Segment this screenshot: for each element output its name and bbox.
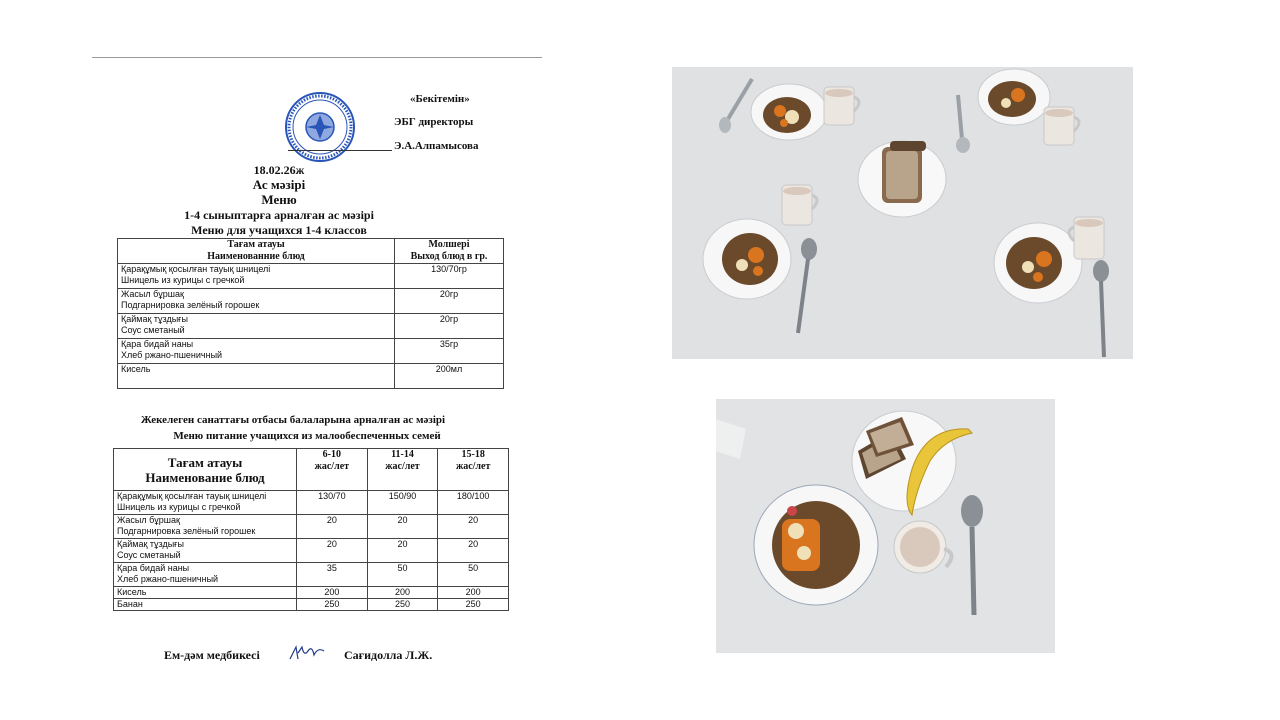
qty-cell: 20 [297, 515, 368, 539]
qty-cell: 250 [438, 599, 509, 611]
table-row [118, 314, 504, 339]
subtitle-ru: Меню для учащихся 1-4 классов [191, 223, 367, 237]
dish-name-kz: Қарақұмық қосылған тауық шницелі [117, 491, 267, 501]
age-range: 11-14 [391, 449, 414, 460]
qty-cell: 20 [438, 539, 509, 563]
table-row [118, 264, 504, 289]
header-label: Тағам атауы [167, 454, 243, 470]
footer-name: Сағидолла Л.Ж. [344, 648, 433, 662]
qty-cell: 20 [367, 539, 438, 563]
qty-cell: 35гр [395, 339, 504, 364]
qty-cell: 50 [438, 563, 509, 587]
footer-role: Ем-дәм медбикесі [164, 648, 260, 662]
menu-document [92, 57, 542, 696]
dish-name-kz: Қаймақ тұздығы [117, 539, 184, 549]
qty-cell: 180/100 [438, 491, 509, 515]
menu-table-low-income [113, 448, 509, 611]
dish-cell [114, 515, 297, 539]
dish-name-kz: Банан [117, 599, 143, 609]
table-row [118, 364, 504, 389]
dish-cell [114, 539, 297, 563]
bread-plate [858, 141, 946, 217]
dish-name-ru: Подгарнировка зелёный горошек [117, 526, 256, 536]
age-unit: жас/лет [385, 461, 420, 472]
mug [1069, 217, 1104, 259]
age-unit: жас/лет [455, 461, 491, 472]
dish-cell [118, 289, 395, 314]
header-dish-name [114, 449, 297, 491]
dish-cell [114, 563, 297, 587]
header-age-group [438, 449, 509, 491]
qty-cell: 20гр [395, 314, 504, 339]
qty-cell: 20 [367, 515, 438, 539]
title-kz: Ас мәзірі [252, 177, 306, 192]
table-row [114, 515, 509, 539]
dish-name-kz: Қарақұмық қосылған тауық шницелі [121, 264, 271, 274]
section2-title-kz: Жекелеген санаттағы отбасы балаларына арналған ас мәзірі [140, 414, 446, 426]
qty-cell: 150/90 [367, 491, 438, 515]
qty-cell: 250 [367, 599, 438, 611]
qty-cell: 50 [367, 563, 438, 587]
dish-name-ru: Хлеб ржано-пшеничный [117, 574, 219, 584]
qty-cell: 20 [438, 515, 509, 539]
bowl [703, 219, 791, 299]
table-row [114, 587, 509, 599]
meal-photo-plate-illustration [716, 399, 1055, 653]
header-label: Выход блюд в гр. [410, 251, 488, 262]
section2-title-ru: Меню питание учащихся из малообеспеченных семей [173, 430, 441, 442]
table-row [114, 563, 509, 587]
dish-cell [114, 587, 297, 599]
signature-line [288, 150, 392, 151]
header-label: Молшері [428, 239, 470, 250]
approval-position: ЭБГ директоры [394, 116, 474, 128]
dish-cell [114, 491, 297, 515]
header-quantity [395, 239, 504, 264]
mug [824, 87, 859, 125]
qty-cell: 20гр [395, 289, 504, 314]
dish-name-ru: Шницель из курицы с гречкой [117, 502, 241, 512]
meal-photo-table-illustration [672, 67, 1133, 359]
dish-name-ru: Хлеб ржано-пшеничный [121, 350, 223, 360]
qty-cell: 20 [297, 539, 368, 563]
qty-cell: 130/70гр [395, 264, 504, 289]
mug [1044, 107, 1079, 145]
document-date: 18.02.26ж [253, 163, 305, 177]
handwritten-signature-icon [288, 643, 326, 663]
bowl [978, 69, 1050, 125]
menu-table-grades-1-4 [117, 238, 504, 389]
dish-name-ru: Соус сметаный [121, 325, 185, 335]
table-row [114, 539, 509, 563]
age-unit: жас/лет [314, 461, 350, 472]
table-row [118, 339, 504, 364]
main-plate [754, 485, 878, 605]
table-row [114, 599, 509, 611]
dish-name-kz: Кисель [121, 364, 151, 374]
age-range: 6-10 [322, 449, 341, 460]
header-age-group [367, 449, 438, 491]
header-label: Тағам атауы [227, 239, 285, 250]
qty-cell: 200мл [395, 364, 504, 389]
dish-name-ru: Соус сметаный [117, 550, 181, 560]
qty-cell: 200 [367, 587, 438, 599]
dish-name-ru: Подгарнировка зелёный горошек [121, 300, 260, 310]
official-stamp-icon [284, 91, 356, 163]
dish-name-kz: Кисель [117, 587, 147, 597]
qty-cell: 130/70 [297, 491, 368, 515]
dish-name-ru: Шницель из курицы с гречкой [121, 275, 245, 285]
dish-cell [114, 599, 297, 611]
meal-photo-table [672, 67, 1133, 359]
dish-cell [118, 314, 395, 339]
approval-title: «Бекітемін» [410, 93, 470, 105]
subtitle-kz: 1-4 сыныптарға арналған ас мәзірі [184, 208, 374, 222]
qty-cell: 200 [438, 587, 509, 599]
header-label: Наименованние блюд [207, 251, 305, 262]
header-label: Наименование блюд [145, 469, 265, 485]
qty-cell: 250 [297, 599, 368, 611]
header-dish-name [118, 239, 395, 264]
table-header-row [118, 239, 504, 264]
dish-name-kz: Қара бидай наны [117, 563, 190, 573]
dish-name-kz: Жасыл бұршақ [117, 515, 180, 525]
bowl [751, 84, 827, 140]
qty-cell: 35 [297, 563, 368, 587]
approval-name: Э.А.Алпамысова [394, 140, 479, 152]
age-range: 15-18 [461, 449, 485, 460]
meal-photo-plate [716, 399, 1055, 653]
dish-name-kz: Қара бидай наны [121, 339, 194, 349]
dish-cell [118, 264, 395, 289]
dish-cell [118, 364, 395, 389]
dish-name-kz: Қаймақ тұздығы [121, 314, 188, 324]
dish-name-kz: Жасыл бұршақ [121, 289, 184, 299]
qty-cell: 200 [297, 587, 368, 599]
table-row [118, 289, 504, 314]
table-row [114, 491, 509, 515]
table-header-row [114, 449, 509, 491]
mug [782, 185, 817, 225]
dish-cell [118, 339, 395, 364]
header-age-group [297, 449, 368, 491]
title-ru: Меню [261, 192, 297, 207]
